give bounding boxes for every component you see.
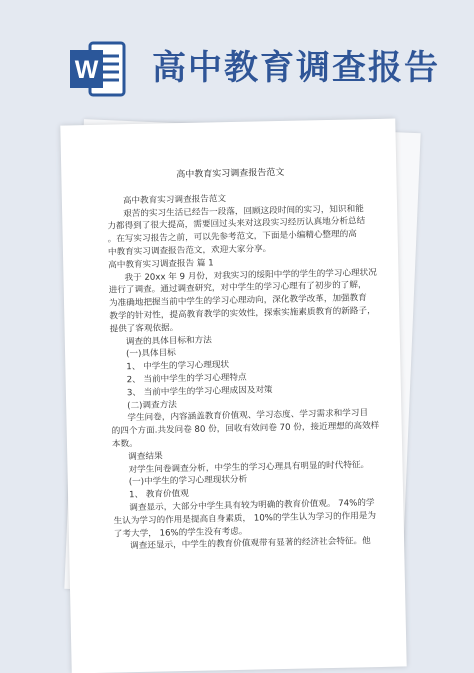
body-line: 调查结果 bbox=[128, 451, 163, 462]
document-body bbox=[107, 190, 380, 553]
body-line: 本数。 bbox=[111, 438, 138, 450]
body-line: 调查还显示，中学生的教育价值观带有显著的经济社会特征。他 bbox=[130, 536, 371, 552]
body-line: 为准确地把握当前中学生的学习心理动向，深化教学改革，加强教育 bbox=[108, 293, 367, 309]
body-line: 学生问卷，内容涵盖教育价值观、学习态度、学习需求和学习目 bbox=[127, 408, 369, 424]
body-line: 的四个方面.共发问卷 80 份，回收有效问卷 70 份，接近理想的高效样 bbox=[111, 421, 380, 437]
body-line: 高中教育实习调查报告 篇 1 bbox=[108, 258, 214, 271]
document-title: 高中教育实习调查报告范文 bbox=[176, 167, 285, 181]
body-line: 对学生问卷调查分析，中学生的学习心理具有明显的时代特征。 bbox=[128, 459, 370, 475]
body-line: 中教育实习调查报告范文，欢迎大家分享。 bbox=[107, 244, 272, 258]
body-line: 提供了客观依据。 bbox=[109, 322, 179, 335]
body-line: 2、 当前中学生的学习心理特点 bbox=[126, 372, 247, 386]
body-line: 艰苦的实习生活已经告一段落，回顾这段时间的实习，知识和能 bbox=[123, 203, 364, 219]
body-line: (一)具体目标 bbox=[126, 348, 176, 360]
body-line: 了考大学， 16%的学生没有考虑。 bbox=[113, 526, 248, 540]
body-line: 。在写实习报告之前，可以先参考范文，下面是小编精心整理的高 bbox=[107, 229, 357, 245]
body-line: 力都得到了很大提高，需要回过头来对这段实习经历认真地分析总结 bbox=[107, 216, 366, 232]
word-icon-letter: W bbox=[74, 56, 99, 84]
body-line: 调查显示，大部分中学生具有较为明确的教育价值观。 74%的学 bbox=[129, 497, 375, 514]
body-line: 调查的具体目标和方法 bbox=[125, 335, 212, 347]
document-content bbox=[106, 165, 380, 553]
body-line: (一)中学生的学习心理现状分析 bbox=[128, 475, 248, 488]
body-line: 教学的针对性，提高教育教学的实效性，探索实施素质教育的新路子， bbox=[109, 305, 376, 322]
body-line: 生认为学习的作用是提高自身素质， 10%的学生认为学习的作用是为 bbox=[113, 510, 377, 527]
body-line: 1、 中学生的学习心理现状 bbox=[126, 360, 230, 373]
body-line: 1、 教育价值观 bbox=[128, 489, 189, 501]
document-page bbox=[60, 119, 406, 673]
body-line: 高中教育实习调查报告范文 bbox=[122, 193, 227, 207]
body-line: 进行了调查。通过调查研究，对中学生的学习心理有了初步的了解， bbox=[108, 280, 367, 296]
word-document-icon bbox=[70, 40, 126, 98]
page-title: 高中教育调查报告 bbox=[152, 48, 440, 88]
body-line: (二)调查方法 bbox=[127, 399, 177, 411]
body-line: 3、 当前中学生的学习心理成因及对策 bbox=[126, 384, 273, 398]
body-line: 我于 20xx 年 9 月份，对我实习的绥阳中学的学生的学习心理状况 bbox=[124, 267, 377, 283]
banner bbox=[0, 0, 474, 120]
